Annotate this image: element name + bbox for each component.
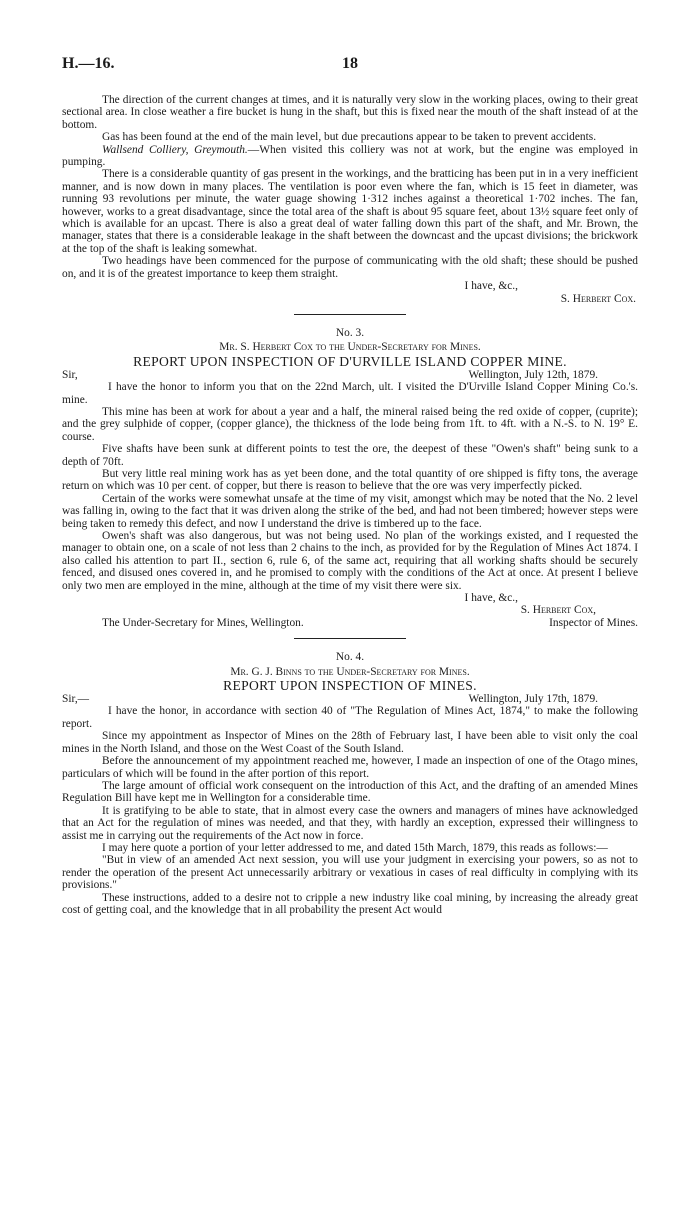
salutation-row xyxy=(62,369,638,381)
salutation: Sir,— xyxy=(62,693,90,706)
paragraph: Owen's shaft was also dangerous, but was not being used. No plan of the workings existed, and I requested the manager to obtain one, on a scale of not less than 2 chains to the inch, as provided for by the Regulation of Mines Act 1874. I also called his attention to part II., section 6, rule 6, of the same act, requiring that all working shafts should be securely fenced, and disused ones covered in, and he promised to comply with the conditions of the Act at once. At present I believe only two men are employed in the mine, although at the time of my visit there were six. xyxy=(62,530,638,592)
section-divider xyxy=(294,314,406,315)
quotation: "But in view of an amended Act next session, you will use your judgment in exercising your powers, so as not to render the operation of the present Act unnecessarily arbitrary or vexatious in cases of real difficulty in complying with its provisions." xyxy=(62,854,638,892)
document-body xyxy=(62,94,638,916)
paragraph: Five shafts have been sunk at different points to test the ore, the deepest of these "Owen's shaft" being sunk to a depth of 70ft. xyxy=(62,443,638,468)
report-title: REPORT UPON INSPECTION OF MINES. xyxy=(223,678,477,694)
section-divider xyxy=(294,638,406,639)
report-title: REPORT UPON INSPECTION OF D'URVILLE ISLAND COPPER MINE. xyxy=(133,353,567,369)
signature: S. Herbert Cox, xyxy=(520,604,596,617)
signatory-role: Inspector of Mines. xyxy=(549,616,638,629)
page-header xyxy=(62,55,638,78)
addressee: The Under-Secretary for Mines, Wellington. xyxy=(102,616,304,629)
paragraph: But very little real mining work has as yet been done, and the total quantity of ore shipped is fifty tons, the average return on which was 10 per cent. of copper, but there is reason to believe that the ore was very imperfectly picked. xyxy=(62,467,638,493)
paragraph: Gas has been found at the end of the main level, but due precautions appear to be taken to prevent accidents. xyxy=(102,131,597,144)
paragraph: The direction of the current changes at times, and it is naturally very slow in the working places, owing to their great sectional area. In close weather a fire bucket is hung in the shaft, but this is fixed near the mouth of the shaft instead of at the bottom. xyxy=(62,94,638,131)
salutation: Sir, xyxy=(62,368,78,381)
paragraph: These instructions, added to a desire not to cripple a new industry like coal mining, by increasing the already great cost of getting coal, and the knowledge that in all probability the present Act would xyxy=(62,891,638,916)
place-date: Wellington, July 17th, 1879. xyxy=(468,693,598,706)
salutation-row xyxy=(62,693,638,705)
document-code: H.—16. xyxy=(62,55,115,72)
closing: I have, &c., xyxy=(464,280,518,293)
paragraph: It is gratifying to be able to state, that in almost every case the owners and managers of mines have acknowledged that an Act for the regulation of mines was needed, and that they, with hardly an exception, expressed their willingness to assist me in carrying out the requirements of the Act now in force. xyxy=(62,804,638,842)
report-number: No. 3. xyxy=(335,326,365,339)
page-number: 18 xyxy=(342,55,358,72)
paragraph: The large amount of official work consequent on the introduction of this Act, and the drafting of an amended Mines Regulation Bill have kept me in Wellington for a considerable time. xyxy=(62,779,638,805)
colliery-name: Wallsend Colliery, Greymouth. xyxy=(102,143,248,156)
paragraph: Since my appointment as Inspector of Mines on the 28th of February last, I have been able to visit only the coal mines in the North Island, and those on the West Coast of the South Island. xyxy=(62,730,638,755)
paragraph: I may here quote a portion of your letter addressed to me, and dated 15th March, 1879, this reads as follows:— xyxy=(102,841,608,854)
paragraph: Two headings have been commenced for the purpose of communicating with the old shaft; these should be pushed on, and it is of the greatest importance to keep them straight. xyxy=(62,255,638,280)
paragraph: I have the honor, in accordance with section 40 of "The Regulation of Mines Act, 1874," to make the following report. xyxy=(62,705,638,730)
closing: I have, &c., xyxy=(464,592,518,605)
paragraph: Before the announcement of my appointment reached me, however, I made an inspection of one of the Otago mines, particulars of which will be found in the after portion of this report. xyxy=(62,755,638,780)
paragraph: There is a considerable quantity of gas present in the workings, and the bratticing has been put in in a very inefficient manner, and is now down in many places. The ventilation is poor even where the fan, which is 15 feet in diameter, was running 93 revolutions per minute, the water guage showing 1·312 inches against a theoretical 1·702 inches. The fan, however, works to a great disadvantage, since the total area of the shaft is about 95 square feet, about 13½ square feet only of which is available for an upcast. There is also a great deal of water falling down this part of the shaft, and Mr. Brown, the manager, states that there is a considerable leakage in the shaft between the downcast and the upcast divisions; the brickwork at the top of the shaft is leaking somewhat. xyxy=(62,168,638,255)
signature: S. Herbert Cox. xyxy=(560,292,636,305)
paragraph: I have the honor to inform you that on the 22nd March, ult. I visited the D'Urville Island Copper Mining Co.'s. mine. xyxy=(62,381,638,406)
report-from-to: Mr. G. J. Binns to the Under-Secretary for Mines. xyxy=(230,665,470,678)
report-number: No. 4. xyxy=(335,651,365,664)
paragraph: Certain of the works were somewhat unsafe at the time of my visit, amongst which may be noted that the No. 2 level was falling in, owing to the fact that it was driven along the strike of the bed, and had not been timbered; however steps were being taken to remedy this defect, and now I understand the drive is timbered up to the face. xyxy=(62,492,638,530)
report-from-to: Mr. S. Herbert Cox to the Under-Secretary for Mines. xyxy=(219,341,481,354)
paragraph: This mine has been at work for about a year and a half, the mineral raised being the red oxide of copper, (cuprite); and the grey sulphide of copper, (copper glance), the thickness of the lode being from 1ft. to 4ft. with a N.-S. to N. 19° E. course. xyxy=(62,405,638,443)
colliery-text: —When visited this colliery was not at work, but the engine was employed in pumping. xyxy=(62,143,638,169)
place-date: Wellington, July 12th, 1879. xyxy=(468,368,598,381)
addressee-row xyxy=(62,617,638,629)
paragraph-wallsend xyxy=(62,144,638,169)
